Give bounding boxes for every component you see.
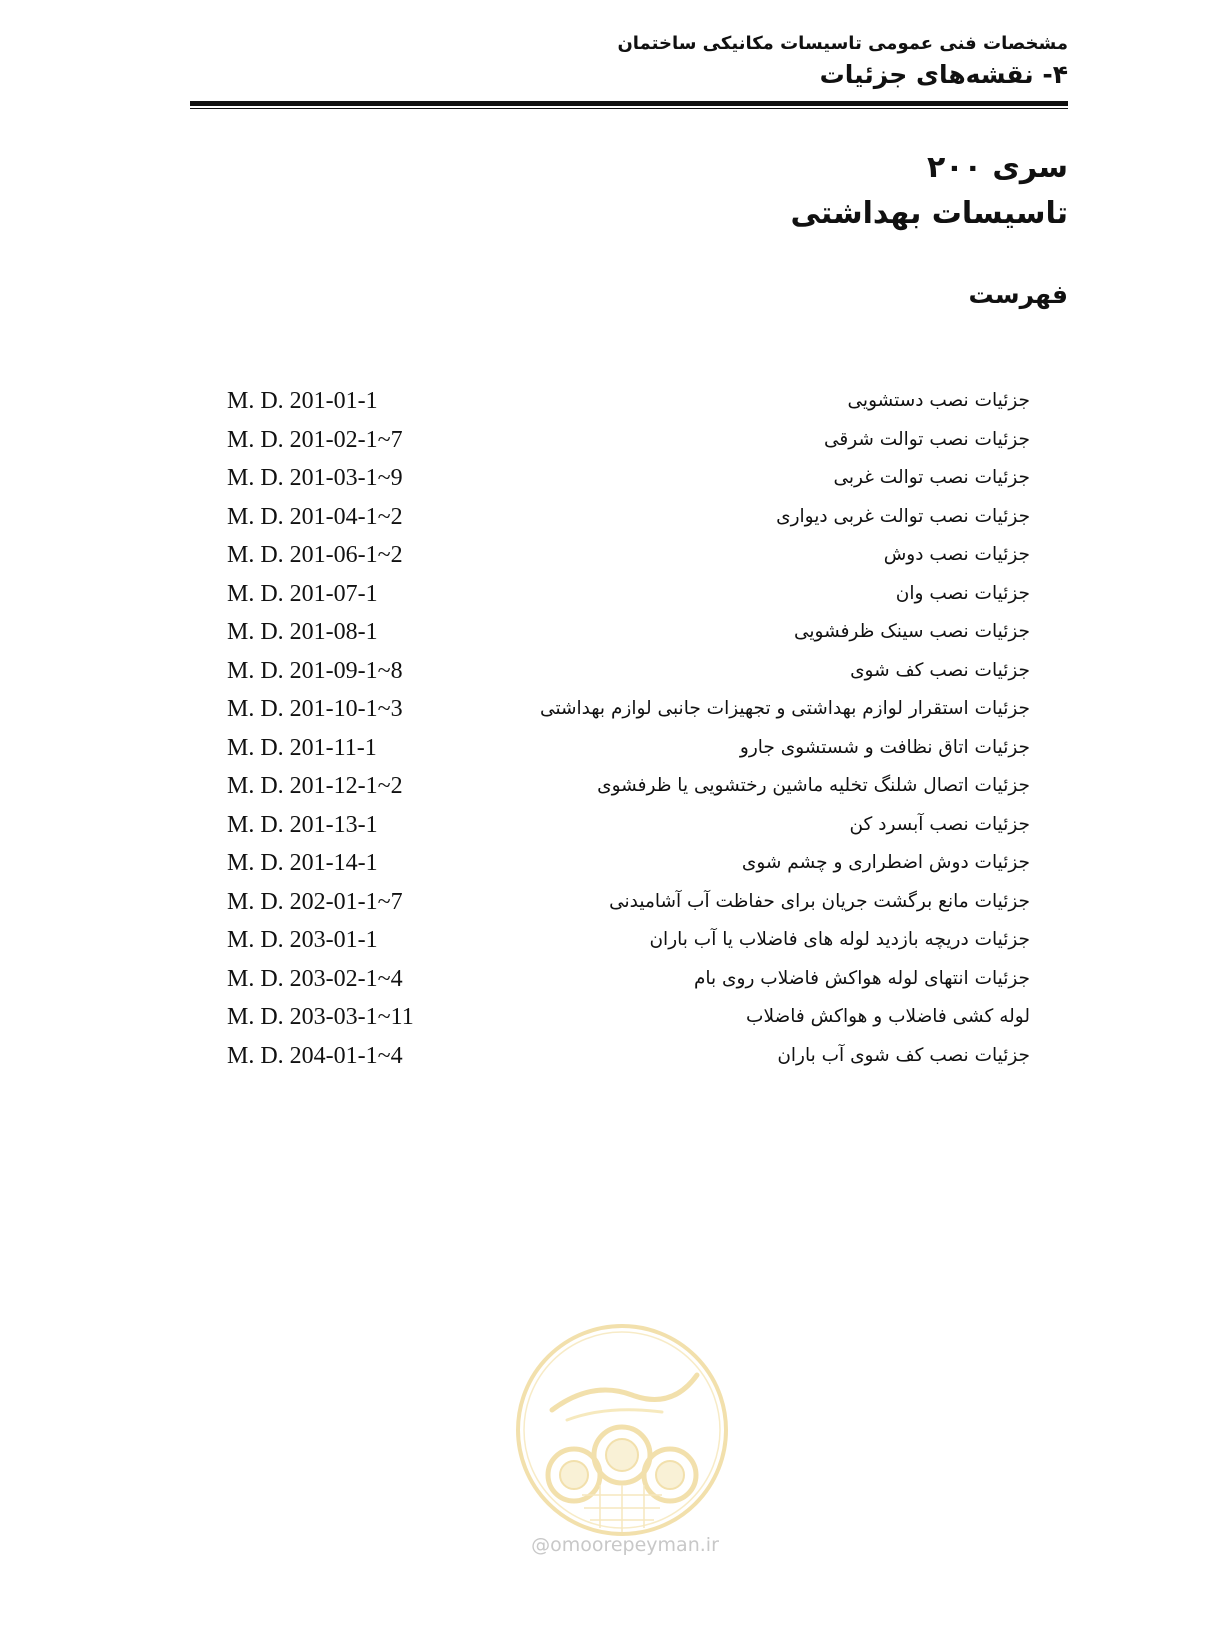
header-rule-thin <box>190 108 1068 109</box>
toc-entry-code: M. D. 201-11-1 <box>227 734 377 761</box>
toc-entry-title: جزئیات نصب وان <box>895 582 1030 604</box>
toc-row <box>0 536 1228 575</box>
toc-entry-code: M. D. 203-01-1 <box>227 927 378 953</box>
toc-entry-title: جزئیات نصب کف شوی آب باران <box>777 1044 1030 1066</box>
toc-entry-code: M. D. 203-03-1~11 <box>227 1004 414 1030</box>
toc-row <box>0 998 1228 1037</box>
header-rule <box>190 101 1068 106</box>
toc-entry-code: M. D. 201-10-1~3 <box>227 696 403 722</box>
toc-entry-code: M. D. 201-13-1 <box>227 811 378 838</box>
toc-row <box>0 498 1228 537</box>
section-title: تاسیسات بهداشتی <box>790 196 1068 231</box>
toc-entry-title: جزئیات نصب توالت شرقی <box>823 428 1030 450</box>
series-title: سری ۲۰۰ <box>926 150 1068 185</box>
toc-row <box>0 806 1228 845</box>
table-of-contents <box>0 382 1228 1075</box>
toc-entry-title: جزئیات نصب آبسرد کن <box>849 813 1030 835</box>
toc-entry-title: جزئیات دوش اضطراری و چشم شوی <box>741 852 1030 873</box>
toc-entry-code: M. D. 203-02-1~4 <box>227 965 403 992</box>
toc-row <box>0 421 1228 460</box>
toc-row <box>0 690 1228 729</box>
toc-row <box>0 459 1228 498</box>
page-header <box>617 32 1068 92</box>
toc-entry-code: M. D. 202-01-1~7 <box>227 888 403 915</box>
toc-row <box>0 613 1228 652</box>
toc-entry-code: M. D. 201-08-1 <box>227 619 378 645</box>
toc-entry-code: M. D. 201-14-1 <box>227 850 378 876</box>
toc-row <box>0 575 1228 614</box>
toc-entry-code: M. D. 201-03-1~9 <box>227 465 403 491</box>
toc-entry-code: M. D. 201-04-1~2 <box>227 503 403 530</box>
toc-row <box>0 960 1228 999</box>
toc-entry-title: جزئیات نصب توالت غربی <box>833 467 1030 488</box>
toc-entry-title: جزئیات نصب سینک ظرفشویی <box>793 621 1030 642</box>
toc-row <box>0 844 1228 883</box>
toc-entry-title: جزئیات انتهای لوله هواکش فاضلاب روی بام <box>693 967 1030 989</box>
toc-entry-title: جزئیات مانع برگشت جریان برای حفاظت آب آشامیدنی <box>609 890 1030 912</box>
index-title: فهرست <box>968 280 1068 309</box>
header-book-title: مشخصات فنی عمومی تاسیسات مکانیکی ساختمان <box>617 33 1068 54</box>
watermark-logo-icon <box>512 1320 732 1540</box>
toc-entry-code: M. D. 204-01-1~4 <box>227 1042 403 1069</box>
toc-entry-code: M. D. 201-09-1~8 <box>227 657 403 684</box>
toc-entry-title: جزئیات دریچه بازدید لوله های فاضلاب یا آب باران <box>649 929 1030 950</box>
toc-row <box>0 921 1228 960</box>
header-chapter-title: ۴- نقشه‌های جزئیات <box>819 60 1068 89</box>
toc-entry-title: جزئیات نصب کف شوی <box>850 659 1030 681</box>
watermark-url: @omoorepeyman.ir <box>531 1534 719 1556</box>
toc-row <box>0 767 1228 806</box>
toc-entry-title: جزئیات نصب دوش <box>883 544 1030 565</box>
toc-entry-code: M. D. 201-06-1~2 <box>227 542 403 568</box>
toc-entry-title: جزئیات اتاق نظافت و شستشوی جارو <box>739 736 1030 758</box>
toc-entry-title: لوله کشی فاضلاب و هواکش فاضلاب <box>746 1006 1030 1027</box>
toc-row <box>0 652 1228 691</box>
toc-row <box>0 382 1228 421</box>
toc-entry-code: M. D. 201-01-1 <box>227 388 378 414</box>
toc-entry-code: M. D. 201-02-1~7 <box>227 426 403 453</box>
toc-row <box>0 883 1228 922</box>
toc-entry-code: M. D. 201-07-1 <box>227 580 378 607</box>
toc-entry-code: M. D. 201-12-1~2 <box>227 773 403 799</box>
toc-entry-title: جزئیات نصب دستشویی <box>847 390 1030 411</box>
toc-entry-title: جزئیات اتصال شلنگ تخلیه ماشین رختشویی یا ظرفشوی <box>597 775 1030 796</box>
toc-entry-title: جزئیات استقرار لوازم بهداشتی و تجهیزات جانبی لوازم بهداشتی <box>540 698 1030 719</box>
toc-row <box>0 1037 1228 1076</box>
toc-row <box>0 729 1228 768</box>
toc-entry-title: جزئیات نصب توالت غربی دیواری <box>776 505 1030 527</box>
